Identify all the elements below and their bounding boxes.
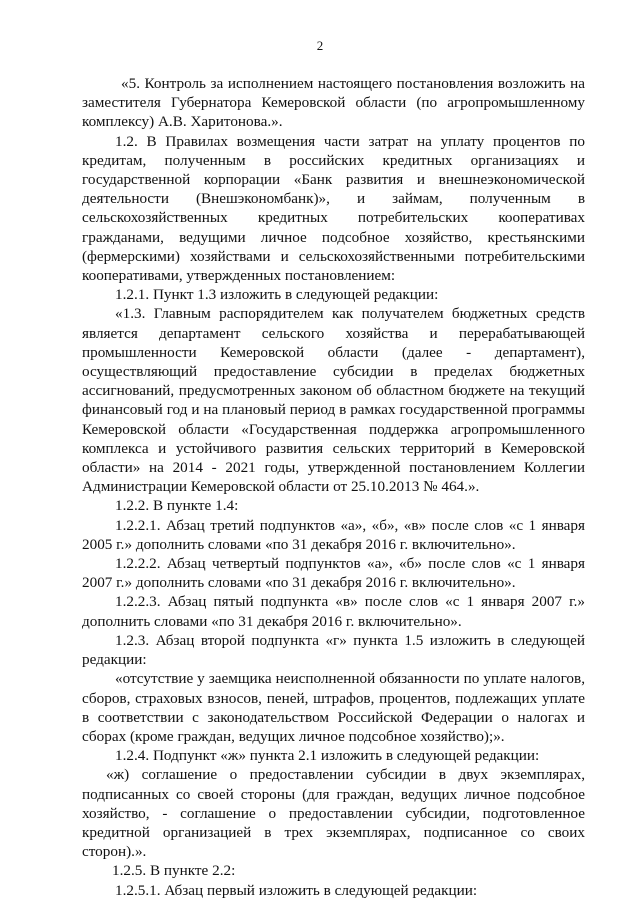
paragraph: 1.2.5. В пункте 2.2:	[112, 862, 236, 880]
paragraph: 1.2.4. Подпункт «ж» пункта 2.1 изложить в следующей редакции:	[115, 747, 540, 765]
paragraph: «1.3. Главным распорядителем как получателем бюджетных средств является департамент сельского хозяйства и перерабатывающей промышленности Кемеровской области (далее - департамент), осуществляющий предоставление субсидии в пределах бюджетных ассигнований, предусмотренных законом об областном бюджете на текущий финансовый год и на плановый период в рамках государственной программы Кемеровской области «Государственная поддержка агропромышленного комплекса и устойчивого развития сельских территорий в Кемеровской области» на 2014 - 2021 годы, утвержденной постановлением Коллегии Администрации Кемеровской области от 25.10.2013 № 464.».	[82, 305, 585, 496]
document-body	[82, 74, 585, 900]
paragraph: 1.2.3. Абзац второй подпункта «г» пункта 1.5 изложить в следующей редакции:	[82, 631, 585, 669]
page-number: 2	[316, 38, 324, 53]
paragraph: 1.2.1. Пункт 1.3 изложить в следующей редакции:	[115, 286, 439, 304]
paragraph: 1.2.2.3. Абзац пятый подпункта «в» после слов «с 1 января 2007 г.» дополнить словами «по 31 декабря 2016 г. включительно».	[82, 593, 585, 630]
paragraph: 1.2.2. В пункте 1.4:	[115, 497, 239, 515]
paragraph: 1.2. В Правилах возмещения части затрат на уплату процентов по кредитам, полученным в российских кредитных организациях и государственной корпорации «Банк развития и внешнеэкономической деятельности (Внешэкономбанк)», и займам, полученным в сельскохозяйственных кредитных потребительских кооперативах гражданами, ведущими личное подсобное хозяйство, крестьянскими (фермерскими) хозяйствами и сельскохозяйственными потребительскими кооперативами, утвержденных постановлением:	[82, 132, 585, 285]
paragraph: «ж) соглашение о предоставлении субсидии в двух экземплярах, подписанных со своей стороны (для граждан, ведущих личное подсобное хозяйство, - соглашение о предоставлении субсидии, подготовленное кредитной организацией в трех экземплярах, подписанное со своих сторон).».	[82, 766, 585, 861]
paragraph: «5. Контроль за исполнением настоящего постановления возложить на заместителя Губернатора Кемеровской области (по агропромышленному комплексу) А.В. Харитонова.».	[82, 75, 585, 131]
paragraph: «отсутствие у заемщика неисполненной обязанности по уплате налогов, сборов, страховых взносов, пеней, штрафов, процентов, подлежащих уплате в соответствии с законодательством Российской Федерации о налогах и сборах (кроме граждан, ведущих личное подсобное хозяйство);».	[82, 670, 585, 745]
paragraph: 1.2.2.1. Абзац третий подпунктов «а», «б», «в» после слов «с 1 января 2005 г.» дополнить словами «по 31 декабря 2016 г. включительно».	[82, 516, 585, 553]
paragraph: 1.2.2.2. Абзац четвертый подпунктов «а», «б» после слов «с 1 января 2007 г.» дополнить словами «по 31 декабря 2016 г. включительно».	[82, 555, 585, 592]
paragraph: 1.2.5.1. Абзац первый изложить в следующей редакции:	[115, 881, 478, 899]
